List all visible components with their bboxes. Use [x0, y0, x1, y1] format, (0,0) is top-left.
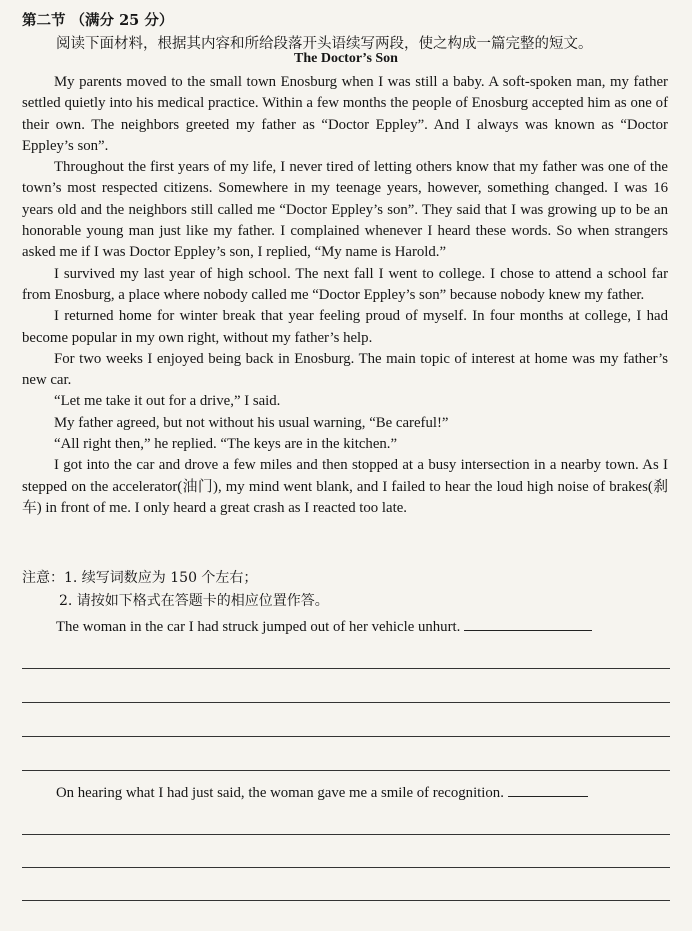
answer-blank[interactable]: [464, 630, 592, 631]
story-paragraph: “Let me take it out for a drive,” I said.: [54, 393, 281, 410]
story-paragraph: “All right then,” he replied. “The keys are in the kitchen.”: [54, 436, 398, 453]
story-paragraph: Throughout the first years of my life, I never tired of letting others know that my father was one of the town’s most respected citizens. Somewhere in my teenage years, however, something changed. I was 16 years old and the neighbors still called me “Doctor Eppley’s son”. They said that I was growing up to be an honorable young man just like my father. I complained whenever I heard these words. So when strangers asked me if I was Doctor Eppley’s son, I replied, “My name is Harold.”: [22, 159, 668, 261]
note-item-word-count: 1. 续写词数应为 150 个左右；: [64, 570, 258, 586]
prompt-text: On hearing what I had just said, the woman gave me a smile of recognition.: [56, 785, 504, 801]
instruction-text: 阅读下面材料，根据其内容和所给段落开头语续写两段，使之构成一篇完整的短文。: [56, 36, 593, 52]
answer-line[interactable]: [22, 834, 670, 835]
answer-line[interactable]: [22, 668, 670, 669]
story-paragraph: I got into the car and drove a few miles and then stopped at a busy intersection in a nearby town. As I stepped on the accelerator(油门), my mind went blank, and I failed to hear the loud high noise of brakes(刹车) in front of me. I only heard a great crash as I reacted too late.: [22, 457, 668, 516]
story-paragraph: I survived my last year of high school. The next fall I went to college. I chose to attend a school far from Enosburg, a place where nobody called me “Doctor Eppley’s son” because nobody knew my father.: [22, 265, 668, 303]
answer-blank[interactable]: [508, 796, 588, 797]
continuation-prompt-1: [56, 619, 592, 636]
section-heading: 第二节 （满分 25 分）: [22, 12, 174, 29]
answer-line[interactable]: [22, 702, 670, 703]
story-title: The Doctor’s Son: [294, 51, 398, 66]
answer-line[interactable]: [22, 736, 670, 737]
story-paragraph: I returned home for winter break that year feeling proud of myself. In four months at college, I had become popular in my own right, without my father’s help.: [22, 308, 668, 346]
answer-line[interactable]: [22, 900, 670, 901]
answer-line[interactable]: [22, 867, 670, 868]
answer-line[interactable]: [22, 770, 670, 771]
prompt-text: The woman in the car I had struck jumped out of her vehicle unhurt.: [56, 619, 461, 635]
story-paragraph: My father agreed, but not without his usual warning, “Be careful!”: [54, 414, 449, 431]
note-item-format: 2. 请按如下格式在答题卡的相应位置作答。: [59, 593, 329, 609]
story-paragraph: My parents moved to the small town Enosburg when I was still a baby. A soft-spoken man, my father settled quietly into his medical practice. Within a few months the people of Enosburg accepted him as one of their own. The neighbors greeted my father as “Doctor Eppley”. And I always was known as “Doctor Eppley’s son”.: [22, 74, 668, 154]
continuation-prompt-2: [56, 785, 588, 802]
notes-label: 注意：: [22, 570, 64, 586]
story-paragraph: For two weeks I enjoyed being back in Enosburg. The main topic of interest at home was my father’s new car.: [22, 350, 668, 389]
story-body: [22, 72, 668, 519]
notes-block: [22, 567, 329, 609]
